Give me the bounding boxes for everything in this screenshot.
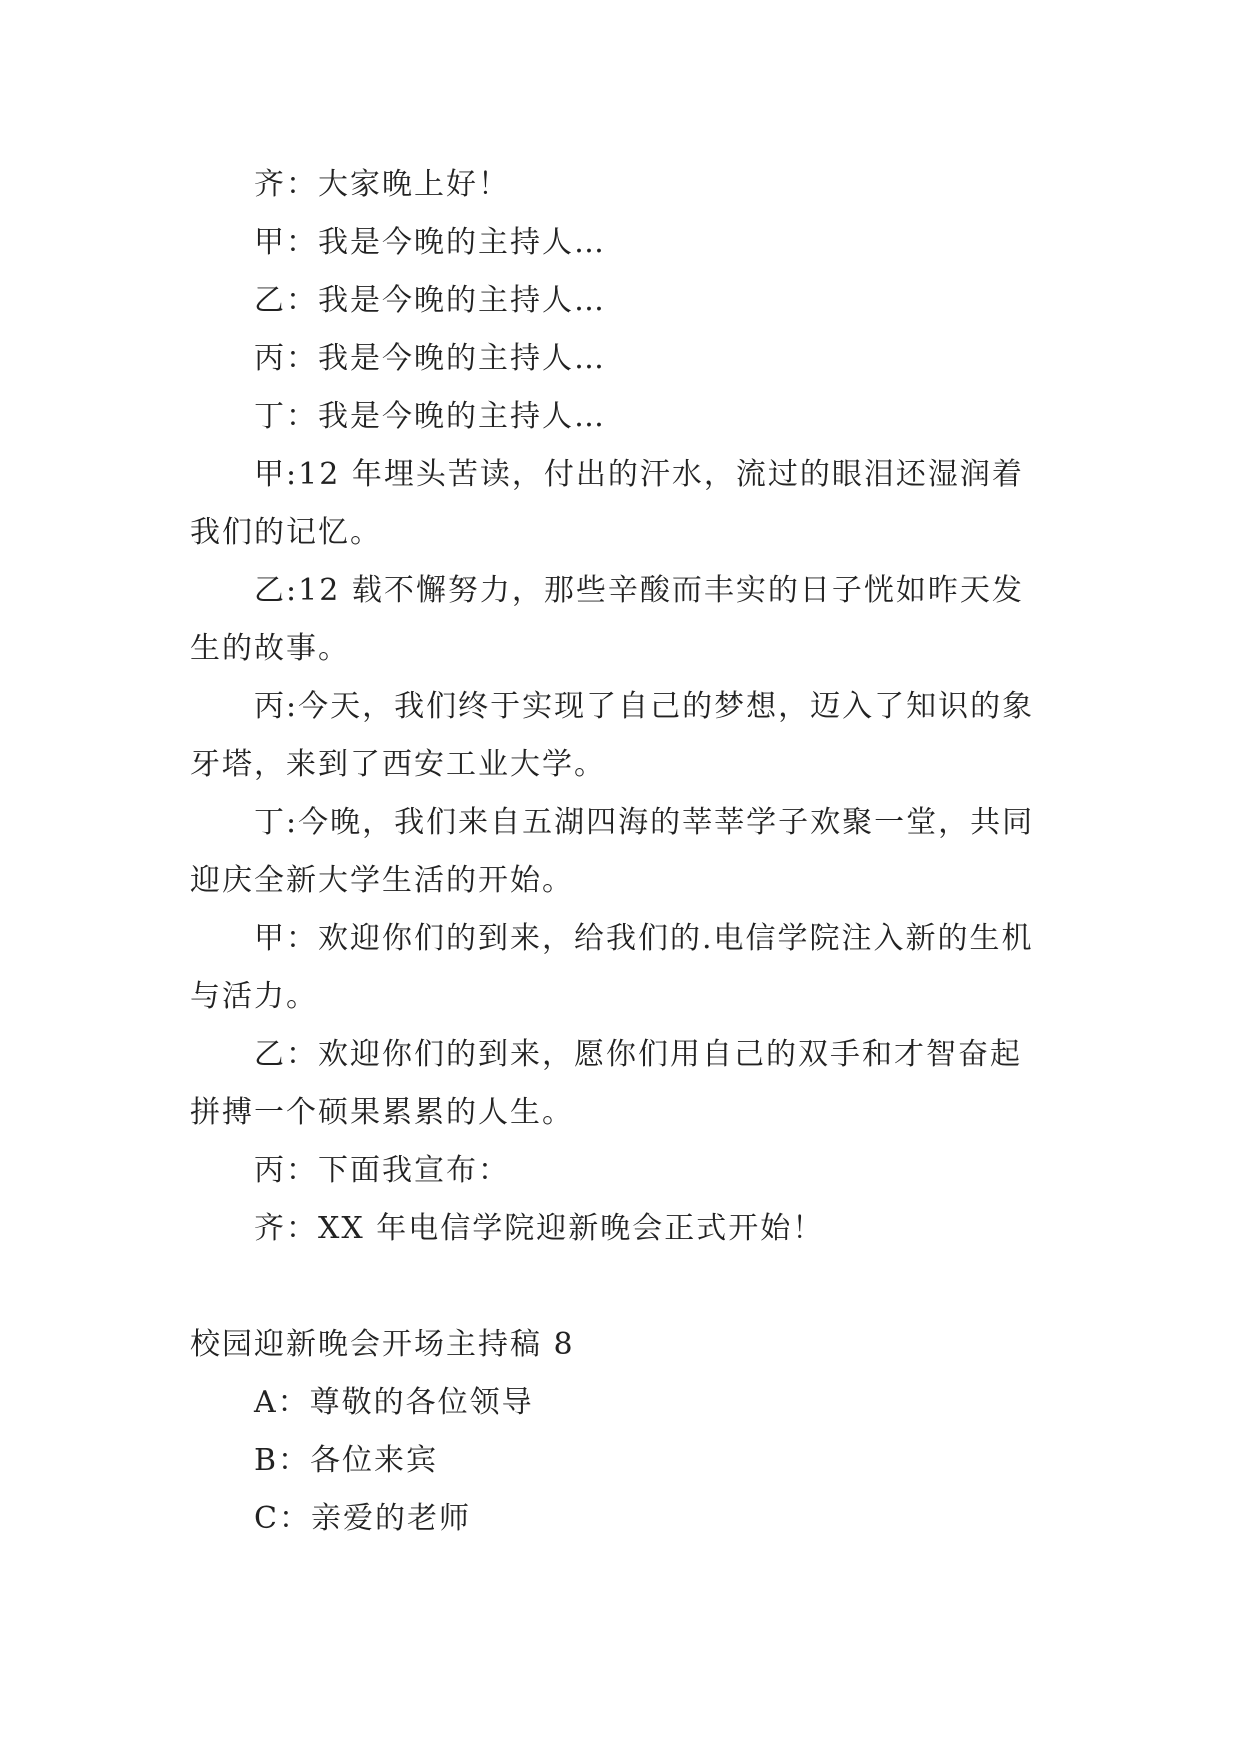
script-line: 丙：我是今晚的主持人…: [254, 341, 606, 376]
script-section-2: [190, 1316, 1050, 1548]
section-spacer: [190, 1258, 1050, 1316]
script-line: A：尊敬的各位领导: [254, 1385, 534, 1420]
script-line: 丙:今天，我们终于实现了自己的梦想，迈入了知识的象牙塔，来到了西安工业大学。: [190, 689, 1035, 782]
script-section-1: [190, 156, 1050, 1258]
script-line: B：各位来宾: [254, 1443, 439, 1478]
script-line: 丙：下面我宣布：: [254, 1153, 510, 1188]
script-line: 丁:今晚，我们来自五湖四海的莘莘学子欢聚一堂，共同迎庆全新大学生活的开始。: [190, 805, 1035, 898]
section-title: 校园迎新晚会开场主持稿 8: [190, 1327, 575, 1362]
script-line: 甲：我是今晚的主持人…: [254, 225, 606, 260]
script-line: 乙：我是今晚的主持人…: [254, 283, 606, 318]
script-line: 乙:12 载不懈努力，那些辛酸而丰实的日子恍如昨天发生的故事。: [190, 573, 1024, 666]
script-line: C：亲爱的老师: [254, 1501, 471, 1536]
script-line: 甲：欢迎你们的到来，给我们的.电信学院注入新的生机与活力。: [190, 921, 1034, 1014]
script-line: 甲:12 年埋头苦读，付出的汗水，流过的眼泪还湿润着我们的记忆。: [190, 457, 1024, 550]
script-line: 丁：我是今晚的主持人…: [254, 399, 606, 434]
script-line: 齐：XX 年电信学院迎新晚会正式开始！: [254, 1211, 825, 1246]
script-line: 齐：大家晚上好！: [254, 167, 510, 202]
document-body: [190, 156, 1050, 1548]
script-line: 乙：欢迎你们的到来，愿你们用自己的双手和才智奋起拼搏一个硕果累累的人生。: [190, 1037, 1022, 1130]
